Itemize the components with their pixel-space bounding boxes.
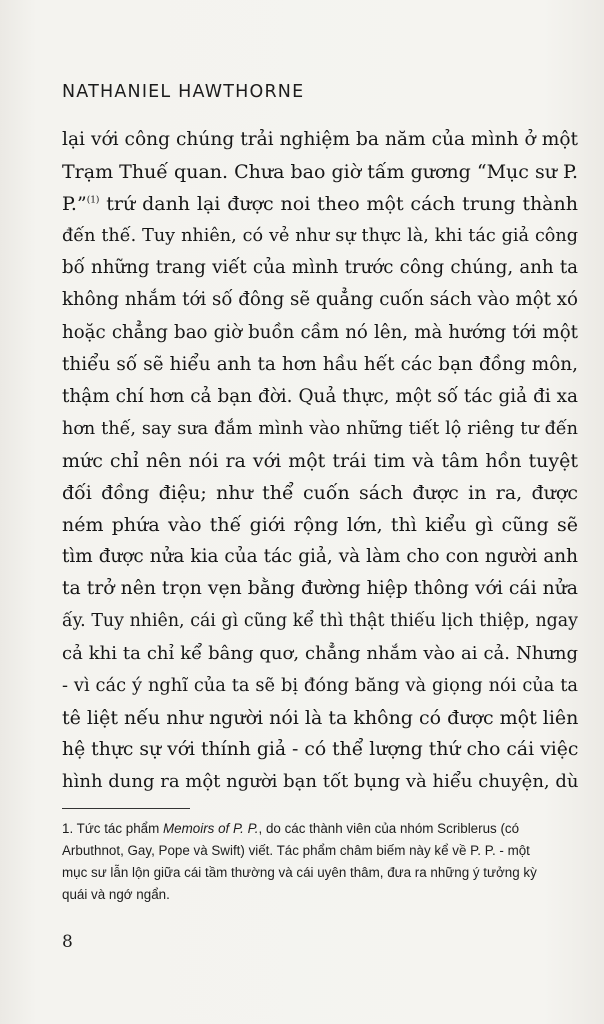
body-line: ta trở nên trọn vẹn bằng đường hiệp thông với cái nửa bbox=[62, 578, 578, 600]
body-line: không nhắm tới số đông sẽ quẳng cuốn sách vào một xó bbox=[62, 289, 578, 311]
body-line: hình dung ra một người bạn tốt bụng và hiểu chuyện, dù bbox=[62, 770, 579, 792]
body-line: hệ thực sự với thính giả - có thể lượng thứ cho cái việc bbox=[62, 738, 579, 760]
footnote-line: Arbuthnot, Gay, Pope và Swift) viết. Tác phẩm châm biếm này kể về P. P. - một bbox=[62, 843, 530, 858]
body-line bbox=[62, 188, 578, 220]
footnote-book-title: Memoirs of P. P. bbox=[163, 821, 259, 836]
footnote bbox=[62, 818, 578, 906]
footnote-line: mục sư lẫn lộn giữa cái tầm thường và cái uyên thâm, đưa ra những ý tưởng kỳ bbox=[62, 865, 537, 880]
line-rest: trứ danh lại được noi theo một cách trung thành bbox=[106, 193, 578, 216]
body-line: mức chỉ nên nói ra với một trái tim và tâm hồn tuyệt bbox=[62, 449, 578, 472]
footnote-divider bbox=[62, 808, 190, 809]
footnote-line: quái và ngớ ngẩn. bbox=[62, 887, 170, 902]
body-line: - vì các ý nghĩ của ta sẽ bị đóng băng và giọng nói của ta bbox=[62, 674, 578, 696]
body-text bbox=[62, 124, 578, 798]
body-line: thiểu số sẽ hiểu anh ta hơn hầu hết các bạn đồng môn, bbox=[62, 353, 578, 375]
body-line: hơn thế, say sưa đắm mình vào những tiết lộ riêng tư đến bbox=[62, 418, 578, 439]
body-line: ném phứa vào thế giới rộng lớn, thì kiểu gì cũng sẽ bbox=[62, 514, 578, 537]
body-line: hoặc chẳng bao giờ buồn cầm nó lên, mà hướng tới một bbox=[62, 321, 578, 343]
page-number: 8 bbox=[62, 932, 73, 952]
body-line: thậm chí hơn cả bạn đời. Quả thực, một số tác giả đi xa bbox=[62, 385, 578, 407]
body-line: Trạm Thuế quan. Chưa bao giờ tấm gương “Mục sư P. bbox=[62, 161, 578, 184]
body-line: bố những trang viết của mình trước công chúng, anh ta bbox=[62, 257, 578, 279]
body-line: ấy. Tuy nhiên, cái gì cũng kể thì thật thiếu lịch thiệp, ngay bbox=[62, 611, 578, 632]
line-prefix: P.” bbox=[62, 193, 87, 216]
footnote-text: 1. Tức tác phẩm bbox=[62, 821, 164, 836]
running-head: NATHANIEL HAWTHORNE bbox=[62, 82, 305, 102]
body-line: đến thế. Tuy nhiên, có vẻ như sự thực là, khi tác giả công bbox=[62, 226, 578, 247]
body-line: đối đồng điệu; như thể cuốn sách được in ra, được bbox=[62, 482, 578, 505]
body-line: tê liệt nếu như người nói là ta không có được một liên bbox=[62, 706, 579, 729]
body-line: lại với công chúng trải nghiệm ba năm của mình ở một bbox=[62, 129, 578, 150]
body-line: tìm được nửa kia của tác giả, và làm cho con người anh bbox=[62, 546, 578, 568]
body-line: cả khi ta chỉ kể bâng quơ, chẳng nhắm vào ai cả. Nhưng bbox=[62, 642, 578, 664]
footnote-text: , do các thành viên của nhóm Scriblerus (có bbox=[258, 821, 520, 836]
footnote-line bbox=[62, 818, 578, 840]
footnote-reference: (1) bbox=[86, 195, 100, 206]
